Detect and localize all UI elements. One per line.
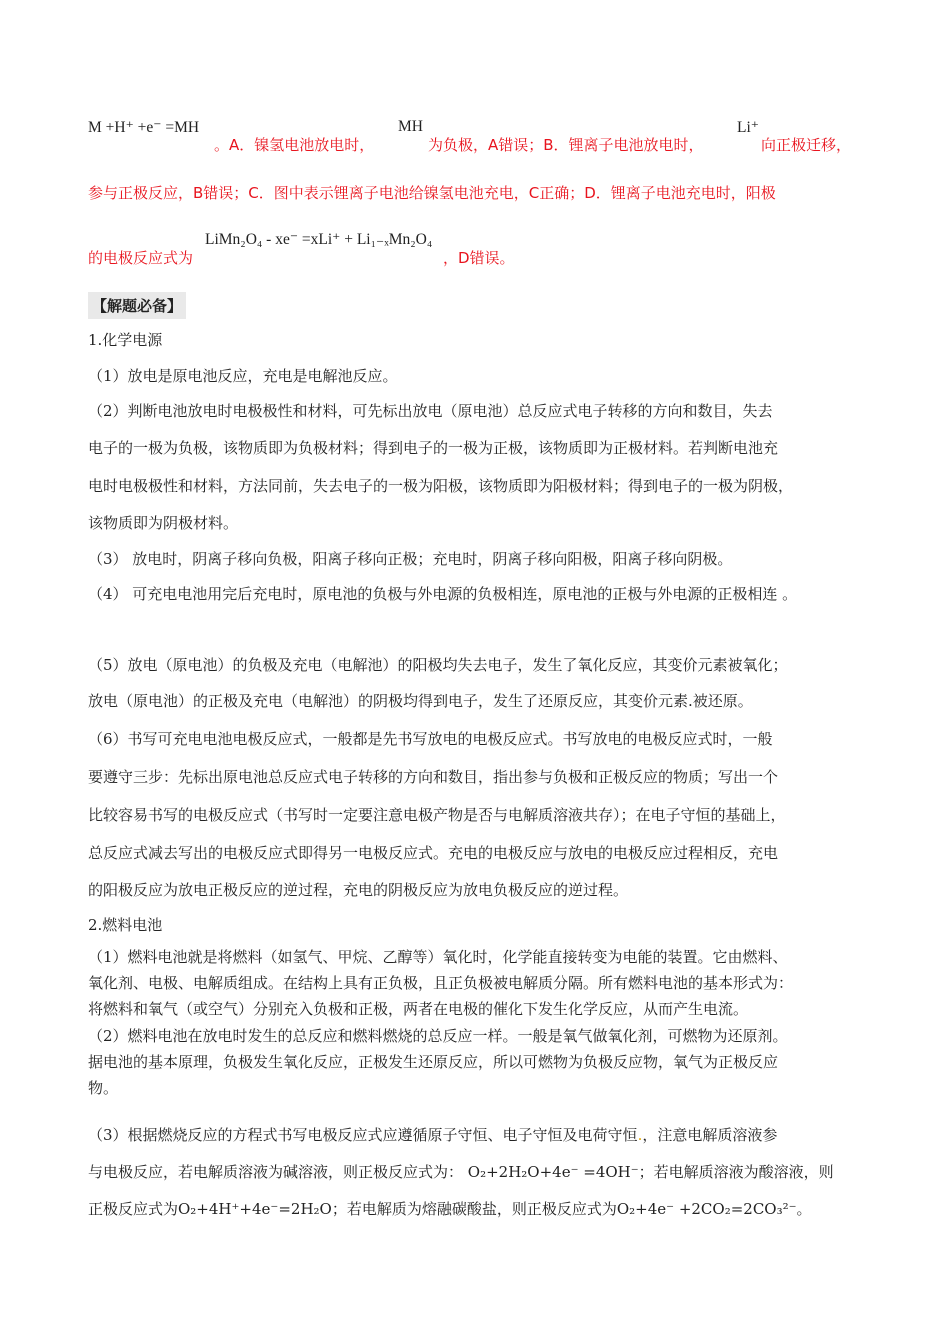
body-line: （4） 可充电电池用完后充电时，原电池的负极与外电源的负极相连，原电池的正极与外电源的正极相连 。	[88, 585, 798, 603]
body-line: （6）书写可充电电池电极反应式，一般都是先书写放电的电极反应式。书写放电的电极反应式时，一般	[88, 730, 773, 748]
body-line: 电子的一极为负极，该物质即为负极材料；得到电子的一极为正极，该物质即为正极材料。若判断电池充	[88, 439, 779, 457]
body-line: 据电池的基本原理，负极发生氧化反应，正极发生还原反应，所以可燃物为负极反应物，氧气为正极反应	[88, 1053, 779, 1071]
body-line-text: （3）根据燃烧反应的方程式书写电极反应式应遵循原子守恒、电子守恒及电荷守恒	[88, 1126, 638, 1144]
formula-li-ion: Li⁺	[737, 119, 759, 136]
body-line: （2）燃料电池在放电时发生的总反应和燃料燃烧的总反应一样。一般是氧气做氧化剂，可燃物为还原剂。	[88, 1027, 788, 1045]
body-line: 比较容易书写的电极反应式（书写时一定要注意电极产物是否与电解质溶液共存）；在电子守恒的基础上，	[88, 806, 786, 824]
answer-text-1: 。A．镍氢电池放电时，	[214, 136, 375, 154]
body-line: 与电极反应，若电解质溶液为碱溶液，则正极反应式为： O₂+2H₂O+4e⁻ =4OH⁻；若电解质溶液为酸溶液，则	[88, 1163, 834, 1181]
answer-line-2: 参与正极反应，B错误；C．图中表示锂离子电池给镍氢电池充电，C正确；D．锂离子电池充电时，阳极	[88, 184, 776, 202]
answer-text-3: 向正极迁移，	[761, 136, 852, 154]
equation-lithium-charge: LiMn₂O₄ - xe⁻ =xLi⁺ + Li₁₋ₓMn₂O₄	[205, 231, 433, 248]
highlight-dot: .	[637, 1126, 643, 1144]
section-header: 【解题必备】	[88, 292, 186, 319]
heading-chemical-power-source: 1.化学电源	[88, 331, 163, 349]
formula-mh: MH	[398, 118, 423, 135]
equation-nickel-metal-hydride: M +H⁺ +e⁻ =MH	[88, 119, 200, 136]
body-line: 的阳极反应为放电正极反应的逆过程，充电的阴极反应为放电负极反应的逆过程。	[88, 881, 629, 899]
body-line: 总反应式减去写出的电极反应式即得另一电极反应式。充电的电极反应与放电的电极反应过程相反，充电	[88, 844, 779, 862]
body-line: 电时电极极性和材料，方法同前，失去电子的一极为阳极，该物质即为阳极材料；得到电子的一极为阴极，	[88, 477, 794, 495]
answer-text-5: ，D错误。	[443, 249, 515, 267]
body-line: （2）判断电池放电时电极极性和材料，可先标出放电（原电池）总反应式电子转移的方向和数目，失去	[88, 402, 773, 420]
body-line: 要遵守三步：先标出原电池总反应式电子转移的方向和数目，指出参与负极和正极反应的物质；写出一个	[88, 768, 779, 786]
body-line: 氧化剂、电极、电解质组成。在结构上具有正负极，且正负极被电解质分隔。所有燃料电池的基本形式为：	[88, 974, 794, 992]
body-line: （1）放电是原电池反应，充电是电解池反应。	[88, 367, 398, 385]
body-line	[88, 1128, 777, 1143]
body-line: （3） 放电时，阴离子移向负极，阳离子移向正极；充电时，阴离子移向阳极，阳离子移向阴极。	[88, 550, 733, 568]
answer-text-4: 的电极反应式为	[88, 249, 194, 267]
heading-fuel-cell: 2.燃料电池	[88, 916, 163, 934]
answer-text-2: 为负极，A错误；B．锂离子电池放电时，	[428, 136, 704, 154]
body-line: （1）燃料电池就是将燃料（如氢气、甲烷、乙醇等）氧化时，化学能直接转变为电能的装置。它由燃料、	[88, 948, 788, 966]
body-line: （5）放电（原电池）的负极及充电（电解池）的阳极均失去电子，发生了氧化反应，其变价元素被氧化；	[88, 656, 788, 674]
body-line: 正极反应式为O₂+4H⁺+4e⁻=2H₂O；若电解质为熔融碳酸盐，则正极反应式为O₂+4e⁻ +2CO₂=2CO₃²⁻。	[88, 1200, 812, 1218]
body-line: 将燃料和氧气（或空气）分别充入负极和正极，两者在电极的催化下发生化学反应，从而产生电流。	[88, 1000, 749, 1018]
body-line: 物。	[88, 1079, 119, 1097]
body-line-tail: ，注意电解质溶液参	[642, 1126, 778, 1144]
body-line: 该物质即为阴极材料。	[88, 514, 239, 532]
body-line: 放电（原电池）的正极及充电（电解池）的阴极均得到电子，发生了还原反应，其变价元素.被还原。	[88, 692, 753, 710]
